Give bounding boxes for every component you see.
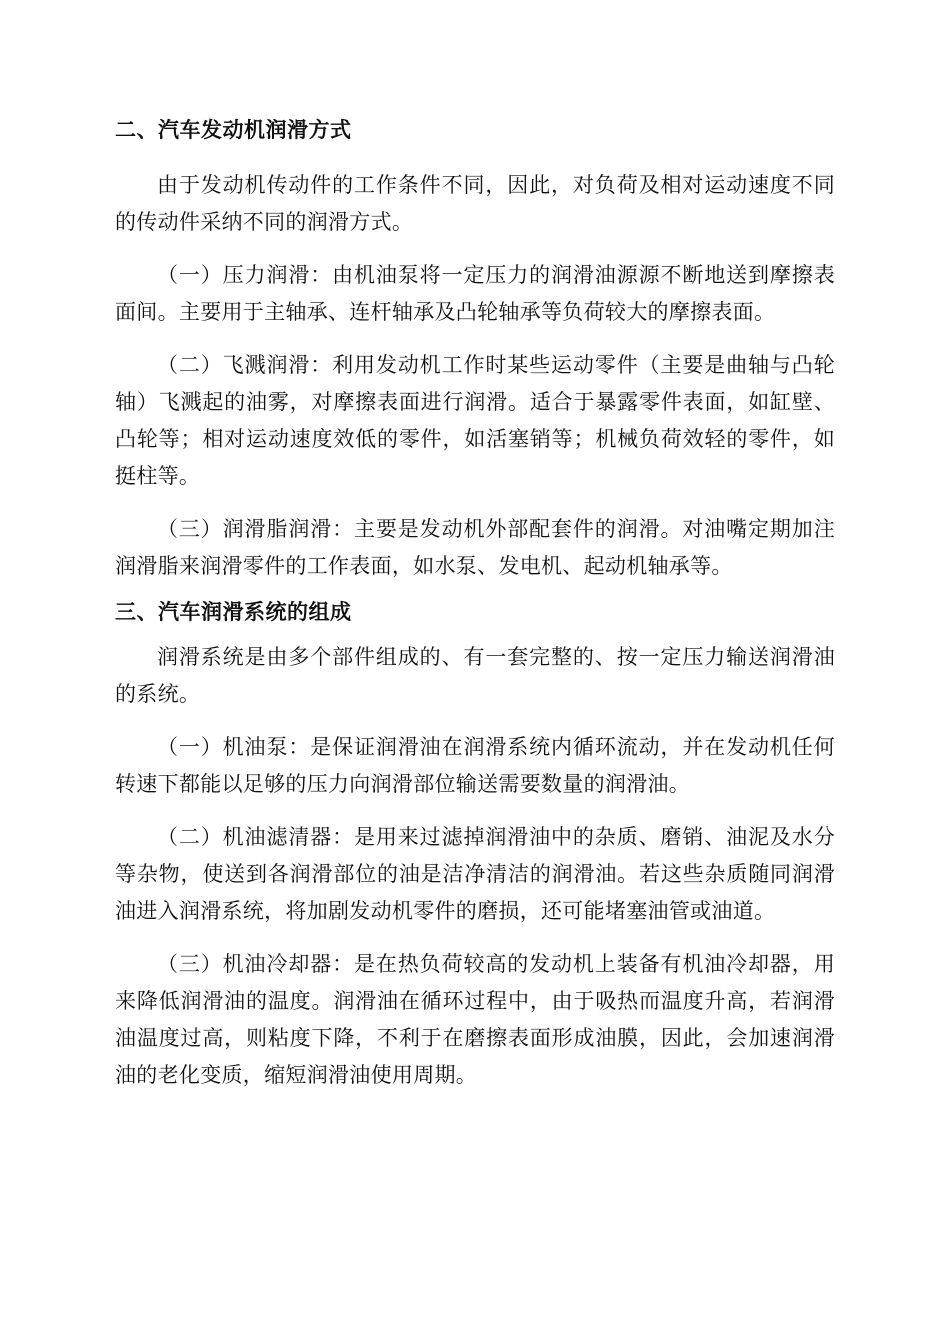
oil-cooler-paragraph: （三）机油冷却器：是在热负荷较高的发动机上装备有机油冷却器，用来降低润滑油的温度。润滑油在循环过程中，由于吸热而温度升高，若润滑油温度过高，则粘度下降，不利于在磨擦表面形成油膜，因此，会加速润滑油的老化变质，缩短润滑油使用周期。 [115,952,835,1087]
oil-filter-paragraph: （二）机油滤清器：是用来过滤掉润滑油中的杂质、磨销、油泥及水分等杂物，使送到各润滑部位的油是洁净清洁的润滑油。若这些杂质随同润滑油进入润滑系统，将加剧发动机零件的磨损，还可能堵塞油管或油道。 [115,825,835,923]
section-3-intro: 润滑系统是由多个部件组成的、有一套完整的、按一定压力输送润滑油的系统。 [115,645,835,706]
splash-lubrication-paragraph: （二）飞溅润滑：利用发动机工作时某些运动零件（主要是曲轴与凸轮轴）飞溅起的油雾，对摩擦表面进行润滑。适合于暴露零件表面，如缸壁、凸轮等；相对运动速度效低的零件，如活塞销等；机械负荷效轻的零件，如挺柱等。 [115,353,835,488]
section-3-heading: 三、汽车润滑系统的组成 [115,600,352,624]
grease-lubrication-paragraph: （三）润滑脂润滑：主要是发动机外部配套件的润滑。对油嘴定期加注润滑脂来润滑零件的工作表面，如水泵、发电机、起动机轴承等。 [115,517,835,578]
oil-pump-paragraph: （一）机油泵：是保证润滑油在润滑系统内循环流动，并在发动机任何转速下都能以足够的压力向润滑部位输送需要数量的润滑油。 [115,735,835,796]
pressure-lubrication-paragraph: （一）压力润滑：由机油泵将一定压力的润滑油源源不断地送到摩擦表面间。主要用于主轴承、连杆轴承及凸轮轴承等负荷较大的摩擦表面。 [115,263,835,324]
section-2-heading: 二、汽车发动机润滑方式 [115,118,352,142]
section-2-intro: 由于发动机传动件的工作条件不同，因此，对负荷及相对运动速度不同的传动件采纳不同的润滑方式。 [115,173,835,234]
